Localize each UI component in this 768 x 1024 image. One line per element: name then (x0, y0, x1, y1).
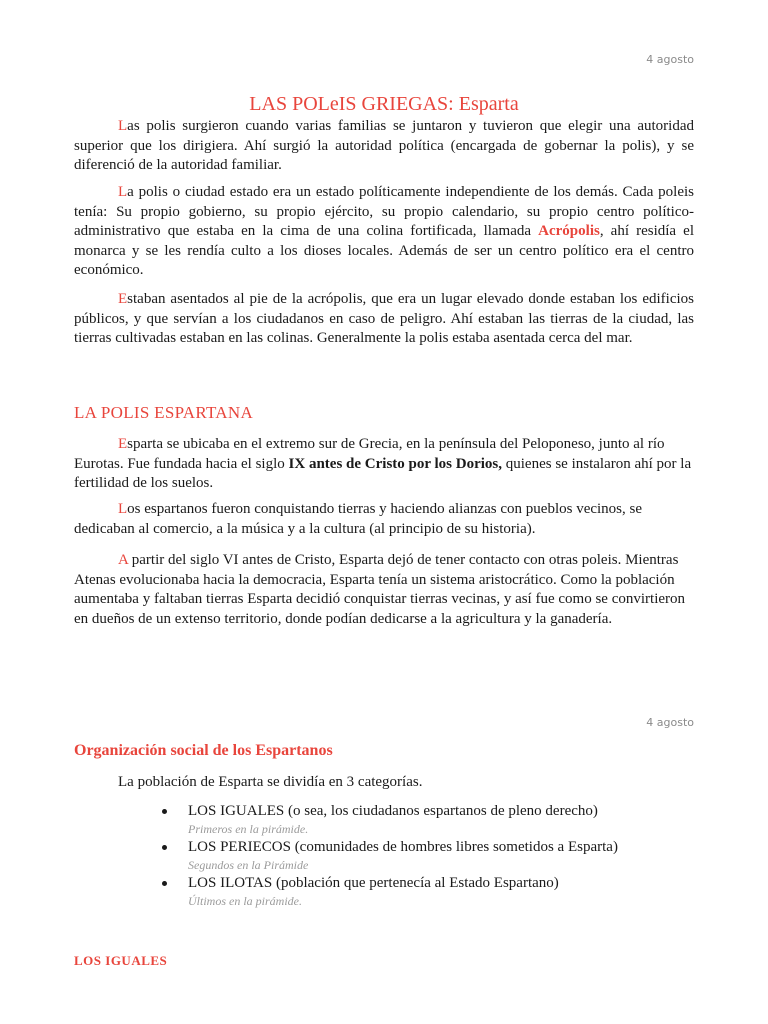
drop-initial: E (118, 291, 128, 307)
polis-paragraph-1 (74, 435, 694, 494)
drop-initial: L (118, 184, 128, 200)
page-date: 4 agosto (646, 716, 694, 729)
paragraph-text: sparta se ubicaba en el extremo sur de Grecia, en la península del Peloponeso, junto al río Eurotas. Fue fundada hacia el siglo (74, 436, 665, 472)
category-note: Primeros en la pirámide. (188, 822, 309, 836)
polis-paragraph-3 (74, 551, 694, 629)
paragraph-text: os espartanos fueron conquistando tierras y haciendo alianzas con pueblos vecinos, se dedicaban al comercio, a la música y a la cultura (al principio de su historia). (74, 501, 643, 537)
bullet-icon (162, 845, 167, 850)
list-item (118, 802, 698, 838)
category-note: Últimos en la pirámide. (188, 894, 302, 908)
section-heading-iguales: LOS IGUALES (74, 953, 168, 968)
intro-paragraph-1 (74, 117, 694, 176)
drop-initial: E (118, 436, 128, 452)
drop-initial: L (118, 501, 128, 517)
paragraph-text: partir del siglo VI antes de Cristo, Esparta dejó de tener contacto con otras poleis. Mientras Atenas evolucionaba hacia la democracia, Esparta tenía un sistema aristocrático. Como la población aumentaba y faltaban tierras Esparta decidió conquistar tierras vecinas, y así fue como se convirtieron en dueños de un extenso territorio, donde podían dedicarse a la agricultura y la ganadería. (74, 552, 686, 627)
bullet-icon (162, 809, 167, 814)
page-title: LAS POLeIS GRIEGAS: Esparta (249, 93, 519, 116)
acropolis-term: Acrópolis (538, 223, 600, 239)
intro-paragraph-2 (74, 183, 694, 281)
section-heading-polis-espartana: LA POLIS ESPARTANA (74, 403, 254, 422)
category-label: LOS PERIECOS (188, 839, 291, 855)
paragraph-text: staban asentados al pie de la acrópolis, que era un lugar elevado donde estaban los edificios públicos, y que servían a los ciudadanos en caso de peligro. Ahí estaban las tierras de la ciudad, las tierras cultivadas estaban en las colinas. Generalmente la polis estaba asentada cerca del mar. (74, 291, 694, 346)
paragraph-text: quienes se instalaron ahí por la fertilidad de los suelos. (74, 455, 692, 491)
category-line (188, 838, 698, 857)
category-label: LOS IGUALES (188, 803, 285, 819)
category-note: Segundos en la Pirámide (188, 858, 309, 872)
category-desc: (o sea, los ciudadanos espartanos de pleno derecho) (284, 803, 598, 819)
category-label: LOS ILOTAS (188, 875, 273, 891)
category-line (188, 874, 698, 893)
drop-initial: L (118, 118, 128, 134)
org-intro: La población de Esparta se dividía en 3 categorías. (118, 774, 423, 790)
category-list (118, 802, 698, 910)
list-item (118, 838, 698, 874)
category-desc: (población que pertenecía al Estado Espartano) (272, 875, 559, 891)
paragraph-text: as polis surgieron cuando varias familias se juntaron y tuvieron que elegir una autoridad superior que los dirigiera. Ahí surgió la autoridad política (encargada de gobernar la polis), y se diferenció de la autoridad familiar. (74, 118, 694, 173)
bold-text: IX antes de Cristo por los Dorios, (288, 455, 503, 472)
polis-paragraph-2 (74, 500, 694, 539)
category-desc: (comunidades de hombres libres sometidos a Esparta) (290, 839, 618, 855)
list-item (118, 874, 698, 910)
bullet-icon (162, 881, 167, 886)
section-heading-organizacion: Organización social de los Espartanos (74, 742, 333, 759)
page-date: 4 agosto (646, 53, 694, 66)
category-line (188, 802, 698, 821)
intro-paragraph-3 (74, 290, 694, 349)
paragraph-text: a polis o ciudad estado era un estado políticamente independiente de los demás. Cada poleis tenía: Su propio gobierno, su propio ejército, su propio calendario, su propio centro político-administrativo que estaba en la cima de una colina fortificada, llamada (74, 184, 694, 239)
drop-initial: A (118, 552, 129, 568)
paragraph-text: , ahí residía el monarca y se les rendía culto a los dioses locales. Además de ser un centro político era el centro económico. (74, 223, 695, 278)
